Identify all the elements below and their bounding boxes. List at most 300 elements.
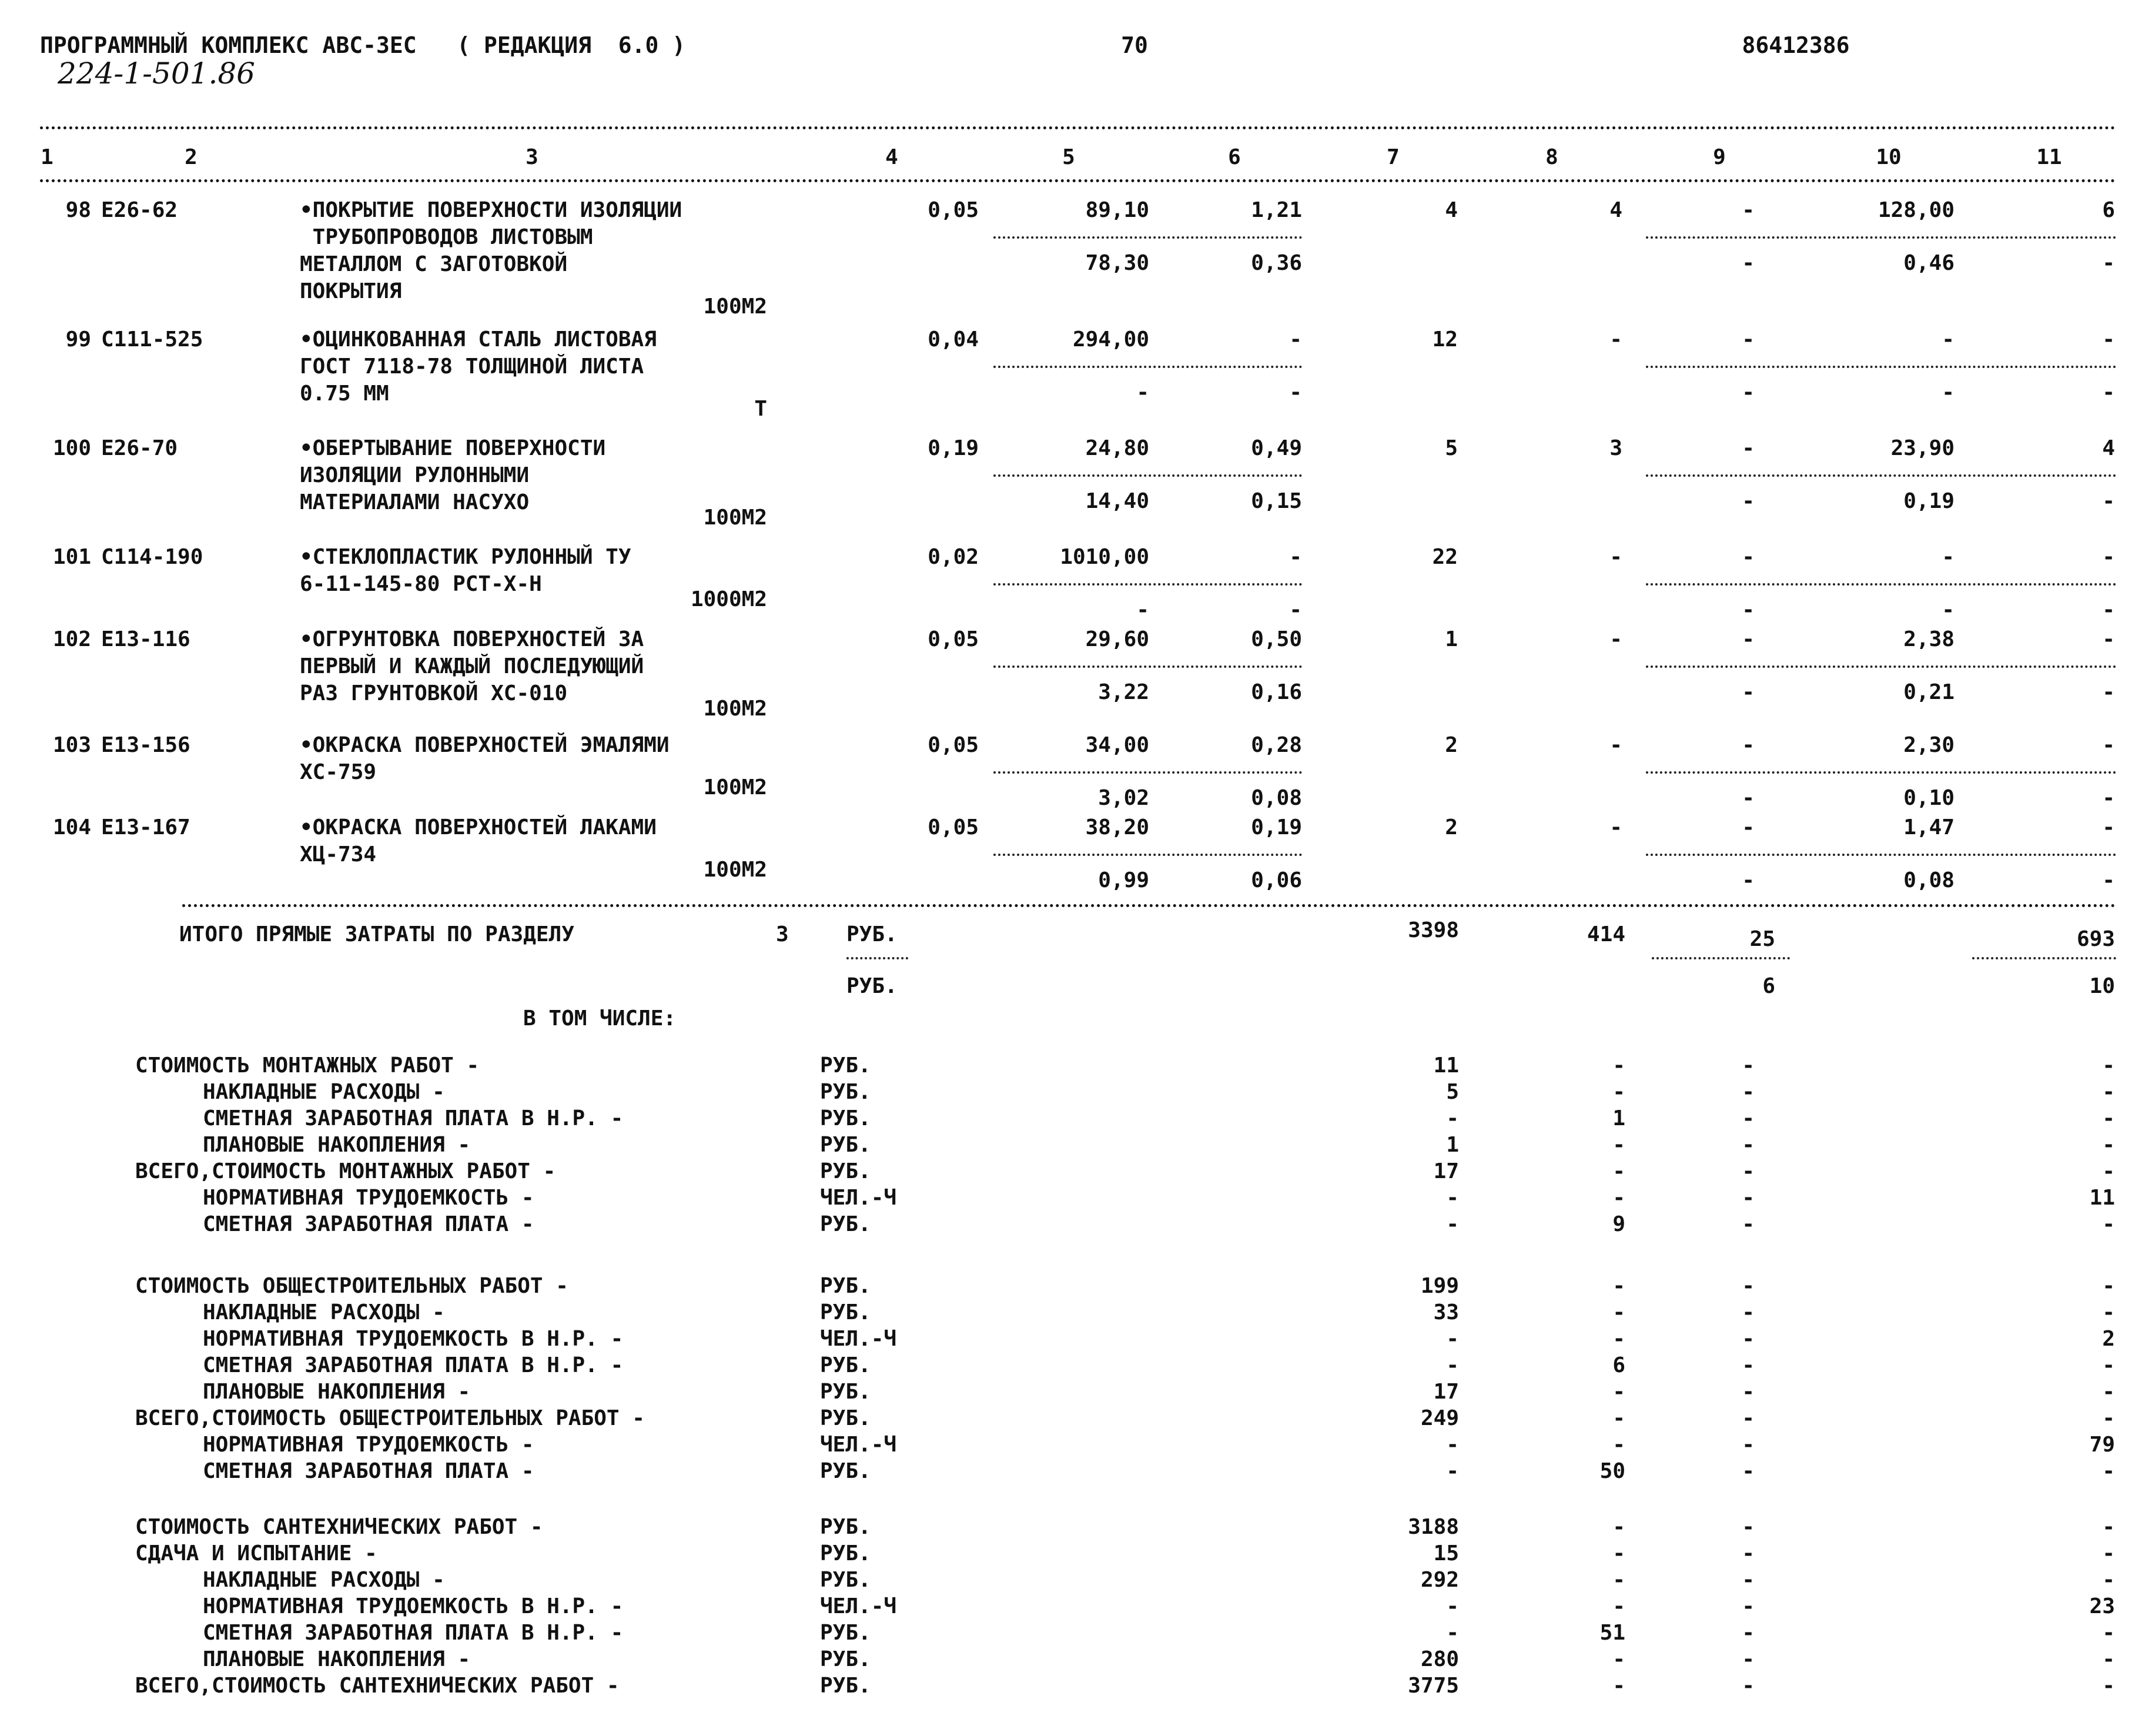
total-subrule: [1972, 957, 2116, 959]
breakdown-col9: -: [1742, 1674, 1755, 1698]
breakdown-col7: -: [1446, 1353, 1459, 1377]
cost-col8: -: [1609, 545, 1622, 569]
cost-col8: -: [1609, 327, 1622, 352]
row-quantity: 0,05: [928, 198, 979, 222]
cost-col6: 0,19: [1251, 815, 1302, 839]
row-description: •ПОКРЫТИЕ ПОВЕРХНОСТИ ИЗОЛЯЦИИ: [300, 198, 682, 222]
including-label: В ТОМ ЧИСЛЕ:: [523, 1006, 677, 1031]
column-header: 3: [526, 145, 538, 169]
breakdown-col11: 23: [2089, 1594, 2115, 1618]
breakdown-col9: -: [1742, 1274, 1755, 1298]
row-subrule: [1646, 474, 2116, 477]
row-description: 0.75 ММ: [300, 382, 389, 406]
breakdown-col9: -: [1742, 1212, 1755, 1236]
breakdown-col11: -: [2102, 1080, 2115, 1104]
cost-col5: 1010,00: [1060, 545, 1149, 569]
breakdown-col8: -: [1612, 1053, 1625, 1078]
breakdown-col11: -: [2102, 1406, 2115, 1430]
breakdown-col8: -: [1612, 1274, 1625, 1298]
row-code: Е13-167: [101, 815, 190, 839]
breakdown-label: СМЕТНАЯ ЗАРАБОТНАЯ ПЛАТА -: [203, 1212, 534, 1236]
breakdown-unit: РУБ.: [820, 1459, 871, 1483]
row-description: 6-11-145-80 РСТ-Х-Н: [300, 572, 542, 596]
breakdown-col7: -: [1446, 1106, 1459, 1130]
breakdown-col11: -: [2102, 1568, 2115, 1592]
breakdown-label: ВСЕГО,СТОИМОСТЬ ОБЩЕСТРОИТЕЛЬНЫХ РАБОТ -: [135, 1406, 645, 1430]
breakdown-col7: 17: [1433, 1159, 1459, 1183]
breakdown-unit: ЧЕЛ.-Ч: [820, 1433, 897, 1457]
breakdown-label: ВСЕГО,СТОИМОСТЬ САНТЕХНИЧЕСКИХ РАБОТ -: [135, 1674, 620, 1698]
breakdown-col7: 17: [1433, 1380, 1459, 1404]
breakdown-unit: ЧЕЛ.-Ч: [820, 1186, 897, 1210]
total-subrule: [1652, 957, 1790, 959]
cost-col7: 22: [1432, 545, 1458, 569]
row-description: ПЕРВЫЙ И КАЖДЫЙ ПОСЛЕДУЮЩИЙ: [300, 654, 644, 678]
row-unit: 100М2: [703, 295, 767, 319]
row-unit: 100М2: [703, 697, 767, 721]
row-subrule: [1646, 854, 2116, 856]
breakdown-unit: РУБ.: [820, 1274, 871, 1298]
breakdown-unit: РУБ.: [820, 1647, 871, 1671]
cost-col9: -: [1742, 627, 1755, 651]
cost-col8: -: [1609, 733, 1622, 757]
breakdown-col8: 51: [1599, 1621, 1625, 1645]
table-top-rule: [40, 126, 2116, 129]
breakdown-label: НОРМАТИВНАЯ ТРУДОЕМКОСТЬ В Н.Р. -: [203, 1327, 624, 1351]
column-header: 4: [885, 145, 898, 169]
breakdown-unit: ЧЕЛ.-Ч: [820, 1594, 897, 1618]
breakdown-col9: -: [1742, 1186, 1755, 1210]
total-col11: 693: [2076, 927, 2115, 951]
breakdown-label: НАКЛАДНЫЕ РАСХОДЫ -: [203, 1300, 445, 1324]
breakdown-unit: РУБ.: [820, 1053, 871, 1078]
breakdown-col11: -: [2102, 1515, 2115, 1539]
breakdown-label: СМЕТНАЯ ЗАРАБОТНАЯ ПЛАТА В Н.Р. -: [203, 1621, 624, 1645]
breakdown-col8: 6: [1612, 1353, 1625, 1377]
row-subrule: [993, 771, 1302, 774]
breakdown-col11: -: [2102, 1621, 2115, 1645]
breakdown-col7: -: [1446, 1212, 1459, 1236]
breakdown-unit: РУБ.: [820, 1621, 871, 1645]
table-header-rule: [40, 179, 2116, 182]
breakdown-label: СДАЧА И ИСПЫТАНИЕ -: [135, 1541, 377, 1566]
page-number: 70: [1121, 32, 1148, 58]
cost-col6: -: [1289, 327, 1302, 352]
breakdown-col9: -: [1742, 1459, 1755, 1483]
total-col11-sub: 10: [2089, 974, 2115, 998]
breakdown-col9: -: [1742, 1080, 1755, 1104]
row-number: 101: [52, 545, 91, 569]
cost-col11-sub: -: [2102, 489, 2115, 513]
breakdown-col11: -: [2102, 1647, 2115, 1671]
row-number: 102: [52, 627, 91, 651]
cost-col8: -: [1609, 627, 1622, 651]
breakdown-col11: -: [2102, 1159, 2115, 1183]
cost-col10: 2,30: [1903, 733, 1954, 757]
breakdown-col8: -: [1612, 1433, 1625, 1457]
row-number: 100: [52, 436, 91, 460]
breakdown-label: НОРМАТИВНАЯ ТРУДОЕМКОСТЬ В Н.Р. -: [203, 1594, 624, 1618]
cost-col7: 2: [1445, 815, 1458, 839]
row-subrule: [993, 854, 1302, 856]
column-header: 7: [1387, 145, 1400, 169]
breakdown-label: СТОИМОСТЬ САНТЕХНИЧЕСКИХ РАБОТ -: [135, 1515, 543, 1539]
breakdown-col8: -: [1612, 1674, 1625, 1698]
breakdown-col7: -: [1446, 1459, 1459, 1483]
cost-col11: -: [2102, 815, 2115, 839]
breakdown-col7: -: [1446, 1594, 1459, 1618]
cost-col5-sub: 78,30: [1085, 251, 1149, 275]
breakdown-col8: 9: [1612, 1212, 1625, 1236]
row-description: ХЦ-734: [300, 842, 377, 867]
cost-col11-sub: -: [2102, 598, 2115, 622]
cost-col9-sub: -: [1742, 380, 1755, 404]
breakdown-col9: -: [1742, 1433, 1755, 1457]
breakdown-unit: РУБ.: [820, 1541, 871, 1566]
column-header: 8: [1545, 145, 1558, 169]
breakdown-label: СМЕТНАЯ ЗАРАБОТНАЯ ПЛАТА В Н.Р. -: [203, 1106, 624, 1130]
cost-col5: 294,00: [1072, 327, 1149, 352]
row-description: •ОГРУНТОВКА ПОВЕРХНОСТЕЙ ЗА: [300, 627, 644, 651]
cost-col11-sub: -: [2102, 786, 2115, 810]
total-col8: 414: [1587, 922, 1625, 946]
row-quantity: 0,04: [928, 327, 979, 352]
row-unit: 100М2: [703, 858, 767, 882]
cost-col9: -: [1742, 815, 1755, 839]
cost-col10: 23,90: [1890, 436, 1954, 460]
breakdown-col9: -: [1742, 1106, 1755, 1130]
row-number: 98: [65, 198, 91, 222]
breakdown-col8: -: [1612, 1541, 1625, 1566]
breakdown-unit: РУБ.: [820, 1212, 871, 1236]
column-header: 6: [1228, 145, 1241, 169]
breakdown-col8: -: [1612, 1327, 1625, 1351]
row-subrule: [993, 474, 1302, 477]
cost-col5-sub: -: [1136, 380, 1149, 404]
breakdown-col11: -: [2102, 1212, 2115, 1236]
cost-col7: 12: [1432, 327, 1458, 352]
cost-col11: -: [2102, 327, 2115, 352]
cost-col10-sub: 0,10: [1903, 786, 1954, 810]
row-unit: Т: [754, 397, 767, 421]
breakdown-col11: -: [2102, 1380, 2115, 1404]
cost-col10-sub: 0,46: [1903, 251, 1954, 275]
cost-col6-sub: 0,16: [1251, 680, 1302, 704]
breakdown-unit: РУБ.: [820, 1133, 871, 1157]
breakdown-col8: -: [1612, 1080, 1625, 1104]
breakdown-col8: 1: [1612, 1106, 1625, 1130]
row-subrule: [993, 665, 1302, 668]
breakdown-col9: -: [1742, 1159, 1755, 1183]
cost-col6: 0,28: [1251, 733, 1302, 757]
breakdown-col8: -: [1612, 1133, 1625, 1157]
breakdown-unit: РУБ.: [820, 1568, 871, 1592]
breakdown-col7: 280: [1420, 1647, 1459, 1671]
breakdown-unit: РУБ.: [820, 1674, 871, 1698]
breakdown-unit: РУБ.: [820, 1080, 871, 1104]
breakdown-col8: 50: [1599, 1459, 1625, 1483]
cost-col7: 4: [1445, 198, 1458, 222]
cost-col5: 29,60: [1085, 627, 1149, 651]
breakdown-col9: -: [1742, 1300, 1755, 1324]
breakdown-col9: -: [1742, 1406, 1755, 1430]
total-col7: 3398: [1408, 918, 1459, 942]
row-description: ГОСТ 7118-78 ТОЛЩИНОЙ ЛИСТА: [300, 354, 644, 379]
breakdown-col11: -: [2102, 1353, 2115, 1377]
breakdown-unit: РУБ.: [820, 1300, 871, 1324]
breakdown-label: НАКЛАДНЫЕ РАСХОДЫ -: [203, 1080, 445, 1104]
breakdown-col7: 5: [1446, 1080, 1459, 1104]
breakdown-col8: -: [1612, 1380, 1625, 1404]
row-subrule: [993, 583, 1302, 586]
breakdown-col9: -: [1742, 1053, 1755, 1078]
cost-col6-sub: -: [1289, 380, 1302, 404]
column-header: 2: [185, 145, 198, 169]
document-code: 86412386: [1742, 32, 1850, 58]
breakdown-col7: 11: [1433, 1053, 1459, 1078]
breakdown-col8: -: [1612, 1159, 1625, 1183]
cost-col9-sub: -: [1742, 489, 1755, 513]
cost-col6-sub: 0,06: [1251, 868, 1302, 892]
column-header: 11: [2036, 145, 2062, 169]
cost-col6-sub: 0,08: [1251, 786, 1302, 810]
breakdown-col7: 3775: [1408, 1674, 1459, 1698]
breakdown-col8: -: [1612, 1647, 1625, 1671]
total-section: 3: [776, 922, 789, 946]
cost-col11-sub: -: [2102, 380, 2115, 404]
cost-col11-sub: -: [2102, 680, 2115, 704]
breakdown-col11: -: [2102, 1459, 2115, 1483]
breakdown-unit: РУБ.: [820, 1380, 871, 1404]
breakdown-label: СМЕТНАЯ ЗАРАБОТНАЯ ПЛАТА -: [203, 1459, 534, 1483]
cost-col10: 2,38: [1903, 627, 1954, 651]
cost-col9-sub: -: [1742, 680, 1755, 704]
row-description: •ОКРАСКА ПОВЕРХНОСТЕЙ ЛАКАМИ: [300, 815, 657, 839]
row-subrule: [1646, 665, 2116, 668]
breakdown-col9: -: [1742, 1541, 1755, 1566]
cost-col6: 1,21: [1251, 198, 1302, 222]
cost-col9: -: [1742, 545, 1755, 569]
breakdown-col7: 249: [1420, 1406, 1459, 1430]
row-quantity: 0,05: [928, 733, 979, 757]
cost-col11-sub: -: [2102, 868, 2115, 892]
row-description: •ОБЕРТЫВАНИЕ ПОВЕРХНОСТИ: [300, 436, 606, 460]
breakdown-col9: -: [1742, 1647, 1755, 1671]
cost-col5-sub: -: [1136, 598, 1149, 622]
cost-col11: 4: [2102, 436, 2115, 460]
total-unit: РУБ.: [846, 974, 898, 998]
cost-col10: -: [1942, 545, 1954, 569]
breakdown-col11: 11: [2089, 1186, 2115, 1210]
breakdown-col7: -: [1446, 1327, 1459, 1351]
total-col9-sub: 6: [1762, 974, 1775, 998]
cost-col5-sub: 0,99: [1098, 868, 1149, 892]
cost-col10: -: [1942, 327, 1954, 352]
breakdown-col9: -: [1742, 1327, 1755, 1351]
cost-col7: 2: [1445, 733, 1458, 757]
breakdown-label: НАКЛАДНЫЕ РАСХОДЫ -: [203, 1568, 445, 1592]
breakdown-col7: 199: [1420, 1274, 1459, 1298]
cost-col6-sub: 0,15: [1251, 489, 1302, 513]
row-code: С111-525: [101, 327, 203, 352]
breakdown-col8: -: [1612, 1186, 1625, 1210]
row-code: Е26-70: [101, 436, 178, 460]
breakdown-label: НОРМАТИВНАЯ ТРУДОЕМКОСТЬ -: [203, 1433, 534, 1457]
cost-col10-sub: -: [1942, 598, 1954, 622]
row-description: ИЗОЛЯЦИИ РУЛОННЫМИ: [300, 463, 530, 487]
cost-col10-sub: -: [1942, 380, 1954, 404]
cost-col11: 6: [2102, 198, 2115, 222]
row-description: ХС-759: [300, 760, 377, 784]
row-subrule: [993, 236, 1302, 239]
breakdown-col8: -: [1612, 1568, 1625, 1592]
row-description: •ОКРАСКА ПОВЕРХНОСТЕЙ ЭМАЛЯМИ: [300, 733, 670, 757]
row-description: •СТЕКЛОПЛАСТИК РУЛОННЫЙ ТУ: [300, 545, 631, 569]
cost-col6: 0,50: [1251, 627, 1302, 651]
row-subrule: [1646, 236, 2116, 239]
total-col9: 25: [1749, 927, 1775, 951]
breakdown-col11: -: [2102, 1133, 2115, 1157]
row-quantity: 0,05: [928, 815, 979, 839]
cost-col5: 89,10: [1085, 198, 1149, 222]
row-quantity: 0,05: [928, 627, 979, 651]
cost-col9-sub: -: [1742, 251, 1755, 275]
cost-col5: 34,00: [1085, 733, 1149, 757]
cost-col10: 1,47: [1903, 815, 1954, 839]
cost-col11: -: [2102, 627, 2115, 651]
row-quantity: 0,02: [928, 545, 979, 569]
cost-col7: 1: [1445, 627, 1458, 651]
column-header: 5: [1062, 145, 1075, 169]
breakdown-col8: -: [1612, 1406, 1625, 1430]
cost-col5-sub: 3,02: [1098, 786, 1149, 810]
row-subrule: [993, 366, 1302, 368]
cost-col9-sub: -: [1742, 598, 1755, 622]
breakdown-label: ПЛАНОВЫЕ НАКОПЛЕНИЯ -: [203, 1647, 471, 1671]
breakdown-col7: 15: [1433, 1541, 1459, 1566]
cost-col8: -: [1609, 815, 1622, 839]
breakdown-unit: РУБ.: [820, 1406, 871, 1430]
breakdown-label: СМЕТНАЯ ЗАРАБОТНАЯ ПЛАТА В Н.Р. -: [203, 1353, 624, 1377]
breakdown-col9: -: [1742, 1353, 1755, 1377]
breakdown-col7: -: [1446, 1433, 1459, 1457]
breakdown-col11: 79: [2089, 1433, 2115, 1457]
row-description: ТРУБОПРОВОДОВ ЛИСТОВЫМ: [300, 225, 593, 249]
breakdown-col9: -: [1742, 1568, 1755, 1592]
row-description: МАТЕРИАЛАМИ НАСУХО: [300, 490, 530, 514]
breakdown-unit: РУБ.: [820, 1353, 871, 1377]
column-header: 10: [1876, 145, 1902, 169]
breakdown-col11: -: [2102, 1106, 2115, 1130]
cost-col6: -: [1289, 545, 1302, 569]
cost-col9-sub: -: [1742, 868, 1755, 892]
row-description: ПОКРЫТИЯ: [300, 279, 402, 303]
breakdown-col9: -: [1742, 1380, 1755, 1404]
breakdown-col11: -: [2102, 1300, 2115, 1324]
cost-col11-sub: -: [2102, 251, 2115, 275]
breakdown-label: ПЛАНОВЫЕ НАКОПЛЕНИЯ -: [203, 1380, 471, 1404]
column-header: 1: [41, 145, 53, 169]
breakdown-col7: 1: [1446, 1133, 1459, 1157]
row-subrule: [1646, 366, 2116, 368]
row-code: Е26-62: [101, 198, 178, 222]
row-subrule: [1646, 771, 2116, 774]
breakdown-col9: -: [1742, 1133, 1755, 1157]
breakdown-unit: РУБ.: [820, 1106, 871, 1130]
breakdown-unit: РУБ.: [820, 1159, 871, 1183]
cost-col10-sub: 0,21: [1903, 680, 1954, 704]
breakdown-col9: -: [1742, 1515, 1755, 1539]
cost-col8: 3: [1609, 436, 1622, 460]
row-description: МЕТАЛЛОМ С ЗАГОТОВКОЙ: [300, 252, 568, 276]
cost-col5-sub: 3,22: [1098, 680, 1149, 704]
breakdown-col7: 33: [1433, 1300, 1459, 1324]
cost-col11: -: [2102, 733, 2115, 757]
breakdown-col8: -: [1612, 1300, 1625, 1324]
cost-col11: -: [2102, 545, 2115, 569]
cost-col10-sub: 0,08: [1903, 868, 1954, 892]
breakdown-col11: -: [2102, 1274, 2115, 1298]
row-quantity: 0,19: [928, 436, 979, 460]
cost-col8: 4: [1609, 198, 1622, 222]
row-number: 103: [52, 733, 91, 757]
breakdown-unit: РУБ.: [820, 1515, 871, 1539]
breakdown-col11: -: [2102, 1541, 2115, 1566]
row-code: Е13-156: [101, 733, 190, 757]
breakdown-label: ВСЕГО,СТОИМОСТЬ МОНТАЖНЫХ РАБОТ -: [135, 1159, 556, 1183]
cost-col5-sub: 14,40: [1085, 489, 1149, 513]
cost-col6-sub: 0,36: [1251, 251, 1302, 275]
cost-col9-sub: -: [1742, 786, 1755, 810]
cost-col9: -: [1742, 733, 1755, 757]
cost-col5: 24,80: [1085, 436, 1149, 460]
breakdown-label: ПЛАНОВЫЕ НАКОПЛЕНИЯ -: [203, 1133, 471, 1157]
program-title: ПРОГРАММНЫЙ КОМПЛЕКС АВС-ЗЕС ( РЕДАКЦИЯ 6.0 ): [40, 32, 686, 58]
column-header: 9: [1713, 145, 1726, 169]
cost-col9: -: [1742, 327, 1755, 352]
breakdown-label: НОРМАТИВНАЯ ТРУДОЕМКОСТЬ -: [203, 1186, 534, 1210]
breakdown-label: СТОИМОСТЬ МОНТАЖНЫХ РАБОТ -: [135, 1053, 480, 1078]
row-description: •ОЦИНКОВАННАЯ СТАЛЬ ЛИСТОВАЯ: [300, 327, 657, 352]
handwritten-reference: 224-1-501.86: [58, 56, 255, 91]
row-subrule: [1646, 583, 2116, 586]
row-code: С114-190: [101, 545, 203, 569]
row-description: РАЗ ГРУНТОВКОЙ ХС-010: [300, 681, 568, 705]
breakdown-col11: -: [2102, 1674, 2115, 1698]
breakdown-col11: 2: [2102, 1327, 2115, 1351]
breakdown-col7: -: [1446, 1621, 1459, 1645]
cost-col6-sub: -: [1289, 598, 1302, 622]
breakdown-col9: -: [1742, 1594, 1755, 1618]
total-rule: [182, 904, 2116, 907]
breakdown-col9: -: [1742, 1621, 1755, 1645]
breakdown-col7: -: [1446, 1186, 1459, 1210]
row-unit: 100М2: [703, 506, 767, 530]
row-number: 99: [65, 327, 91, 352]
row-unit: 1000М2: [690, 587, 767, 611]
cost-col6: 0,49: [1251, 436, 1302, 460]
cost-col9: -: [1742, 198, 1755, 222]
breakdown-unit: ЧЕЛ.-Ч: [820, 1327, 897, 1351]
cost-col5: 38,20: [1085, 815, 1149, 839]
cost-col10-sub: 0,19: [1903, 489, 1954, 513]
breakdown-col8: -: [1612, 1515, 1625, 1539]
cost-col9: -: [1742, 436, 1755, 460]
cost-col7: 5: [1445, 436, 1458, 460]
breakdown-col8: -: [1612, 1594, 1625, 1618]
row-unit: 100М2: [703, 775, 767, 800]
total-unit: РУБ.: [846, 922, 898, 946]
